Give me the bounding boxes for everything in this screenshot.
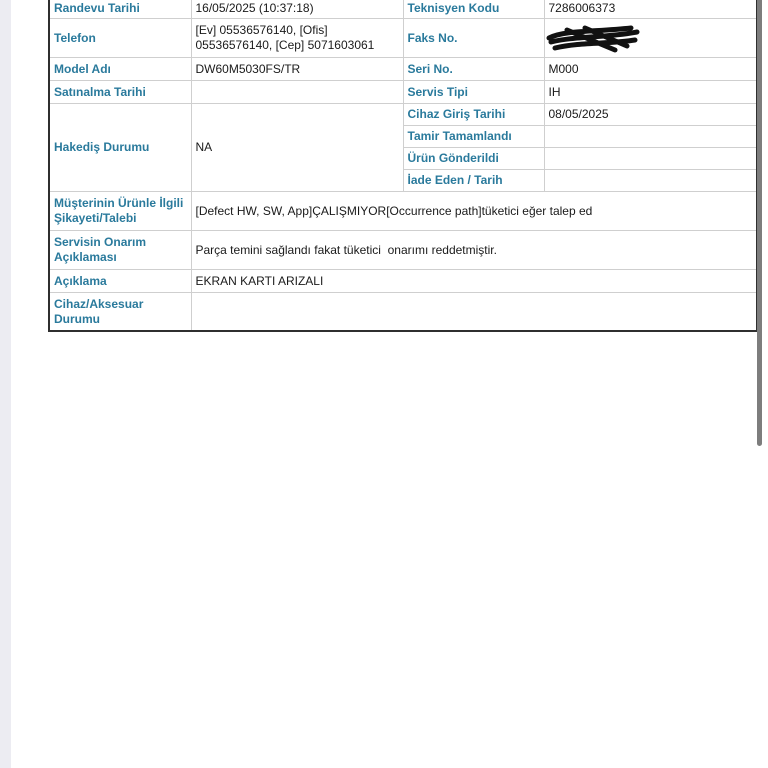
redaction-scribble-icon: [549, 27, 639, 49]
randevu-tarihi-label: Randevu Tarihi: [49, 0, 191, 19]
table-row: [49, 104, 757, 126]
aciklama-label: Açıklama: [49, 270, 191, 293]
faks-no-value: [544, 19, 757, 58]
servis-onarim-aciklamasi-value: Parça temini sağlandı fakat tüketici onarımı reddetmiştir.: [191, 231, 757, 270]
table-row: [49, 270, 757, 293]
randevu-tarihi-value: 16/05/2025 (10:37:18): [191, 0, 403, 19]
tamir-tamamlandi-value: [544, 126, 757, 148]
teknisyen-kodu-value: 7286006373: [544, 0, 757, 19]
servis-onarim-aciklamasi-label: Servisin Onarım Açıklaması: [49, 231, 191, 270]
cihaz-aksesuar-durumu-label: Cihaz/Aksesuar Durumu: [49, 293, 191, 332]
left-gutter: [0, 0, 11, 768]
table-row: [49, 0, 757, 19]
servis-tipi-label: Servis Tipi: [403, 81, 544, 104]
aciklama-value: EKRAN KARTI ARIZALI: [191, 270, 757, 293]
cihaz-giris-tarihi-label: Cihaz Giriş Tarihi: [403, 104, 544, 126]
servis-tipi-value: IH: [544, 81, 757, 104]
faks-no-label: Faks No.: [403, 19, 544, 58]
cihaz-giris-tarihi-value: 08/05/2025: [544, 104, 757, 126]
satinalma-tarihi-label: Satınalma Tarihi: [49, 81, 191, 104]
urun-gonderildi-label: Ürün Gönderildi: [403, 148, 544, 170]
table-row: [49, 231, 757, 270]
tamir-tamamlandi-label: Tamir Tamamlandı: [403, 126, 544, 148]
service-form-table: [48, 0, 758, 332]
seri-no-value: M000: [544, 58, 757, 81]
teknisyen-kodu-label: Teknisyen Kodu: [403, 0, 544, 19]
musteri-sikayeti-value: [Defect HW, SW, App]ÇALIŞMIYOR[Occurrence path]tüketici eğer talep ed: [191, 192, 757, 231]
table-row: [49, 293, 757, 332]
seri-no-label: Seri No.: [403, 58, 544, 81]
table-row: [49, 58, 757, 81]
model-adi-value: DW60M5030FS/TR: [191, 58, 403, 81]
table-row: [49, 81, 757, 104]
telefon-value: [Ev] 05536576140, [Ofis] 05536576140, [Cep] 5071603061: [191, 19, 403, 58]
iade-eden-tarih-value: [544, 170, 757, 192]
table-row: [49, 192, 757, 231]
iade-eden-tarih-label: İade Eden / Tarih: [403, 170, 544, 192]
model-adi-label: Model Adı: [49, 58, 191, 81]
cihaz-aksesuar-durumu-value: [191, 293, 757, 332]
satinalma-tarihi-value: [191, 81, 403, 104]
telefon-label: Telefon: [49, 19, 191, 58]
musteri-sikayeti-label: Müşterinin Ürünle İlgili Şikayeti/Talebi: [49, 192, 191, 231]
urun-gonderildi-value: [544, 148, 757, 170]
table-row: [49, 19, 757, 58]
vertical-scrollbar[interactable]: [757, 0, 762, 446]
hakedis-durumu-label: Hakediş Durumu: [49, 104, 191, 192]
hakedis-durumu-value: NA: [191, 104, 403, 192]
